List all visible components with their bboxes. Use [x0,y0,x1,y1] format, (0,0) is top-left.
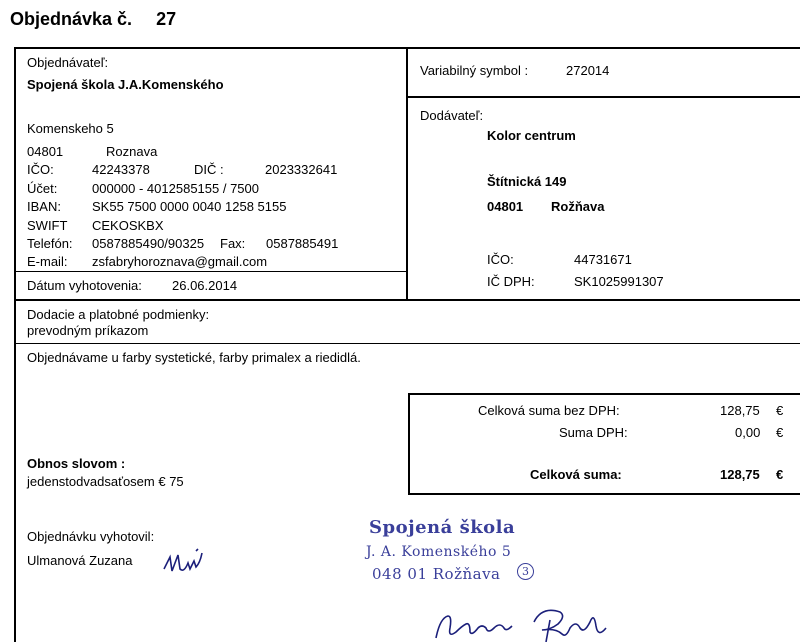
vat-currency: € [776,425,784,440]
title-label: Objednávka č. [10,9,133,29]
grand-total-currency: € [776,467,784,482]
supplier-icdph: SK1025991307 [574,274,664,289]
buyer-swift-label: SWIFT [27,218,68,233]
divider-vs [406,96,800,98]
supplier-zip: 04801 [487,199,524,214]
grand-total-value: 128,75 [720,467,760,482]
divider-date [14,271,407,272]
buyer-email-label: E-mail: [27,254,68,269]
director-signature [430,598,615,642]
buyer-iban: SK55 7500 0000 0040 1258 5155 [92,199,287,214]
supplier-city: Rožňava [551,199,605,214]
buyer-swift: CEKOSKBX [92,218,164,233]
buyer-phone-label: Telefón: [27,236,73,251]
variable-symbol: 272014 [566,63,610,78]
vat-label: Suma DPH: [559,425,628,440]
order-number: 27 [156,9,177,29]
buyer-account-label: Účet: [27,181,58,196]
net-currency: € [776,403,784,418]
buyer-email: zsfabryhoroznava@gmail.com [92,254,268,269]
frame-middle-vertical [406,47,408,299]
stamp-line-2: J. A. Komenského 5 [366,544,512,560]
stamp-line-1: Spojená škola [369,517,516,538]
terms-value: prevodným príkazom [27,323,149,338]
buyer-account: 000000 - 4012585155 / 7500 [92,181,259,196]
frame-left [14,47,16,642]
buyer-city: Roznava [106,144,158,159]
stamp-badge-number: 3 [522,565,529,578]
prepared-name: Ulmanová Zuzana [27,553,133,568]
buyer-iban-label: IBAN: [27,199,61,214]
supplier-icdph-label: IČ DPH: [487,274,535,289]
supplier-street: Štítnická 149 [487,174,567,189]
buyer-dic-label: DIČ : [194,162,224,177]
supplier-ico-label: IČO: [487,252,514,267]
buyer-ico: 42243378 [92,162,150,177]
buyer-phone: 0587885490/90325 [92,236,205,251]
preparer-signature [160,543,208,583]
variable-symbol-label: Variabilný symbol : [420,63,529,78]
prepared-heading: Objednávku vyhotovil: [27,529,155,544]
words-value: jedenstodvadsaťosem € 75 [27,474,184,489]
buyer-fax: 0587885491 [266,236,339,251]
buyer-ico-label: IČO: [27,162,54,177]
buyer-zip: 04801 [27,144,64,159]
supplier-name: Kolor centrum [487,128,576,143]
net-total-value: 128,75 [720,403,760,418]
net-total-label: Celková suma bez DPH: [478,403,620,418]
divider-terms [14,343,800,344]
document-title [10,9,176,30]
stamp-line-3: 048 01 Rožňava [372,565,501,583]
divider-header-bottom [14,299,800,301]
buyer-street: Komenskeho 5 [27,121,114,136]
supplier-heading: Dodávateľ: [420,108,484,123]
grand-total-label: Celková suma: [530,467,622,482]
terms-heading: Dodacie a platobné podmienky: [27,307,210,322]
buyer-dic: 2023332641 [265,162,338,177]
vat-value: 0,00 [735,425,761,440]
buyer-fax-label: Fax: [220,236,246,251]
supplier-ico: 44731671 [574,252,632,267]
stamp-badge [517,563,534,580]
buyer-heading: Objednávateľ: [27,55,109,70]
issue-date: 26.06.2014 [172,278,238,293]
order-text: Objednávame u farby systetické, farby primalex a riedidlá. [27,350,361,365]
words-heading: Obnos slovom : [27,456,126,471]
buyer-name: Spojená škola J.A.Komenského [27,77,224,92]
issue-date-label: Dátum vyhotovenia: [27,278,142,293]
